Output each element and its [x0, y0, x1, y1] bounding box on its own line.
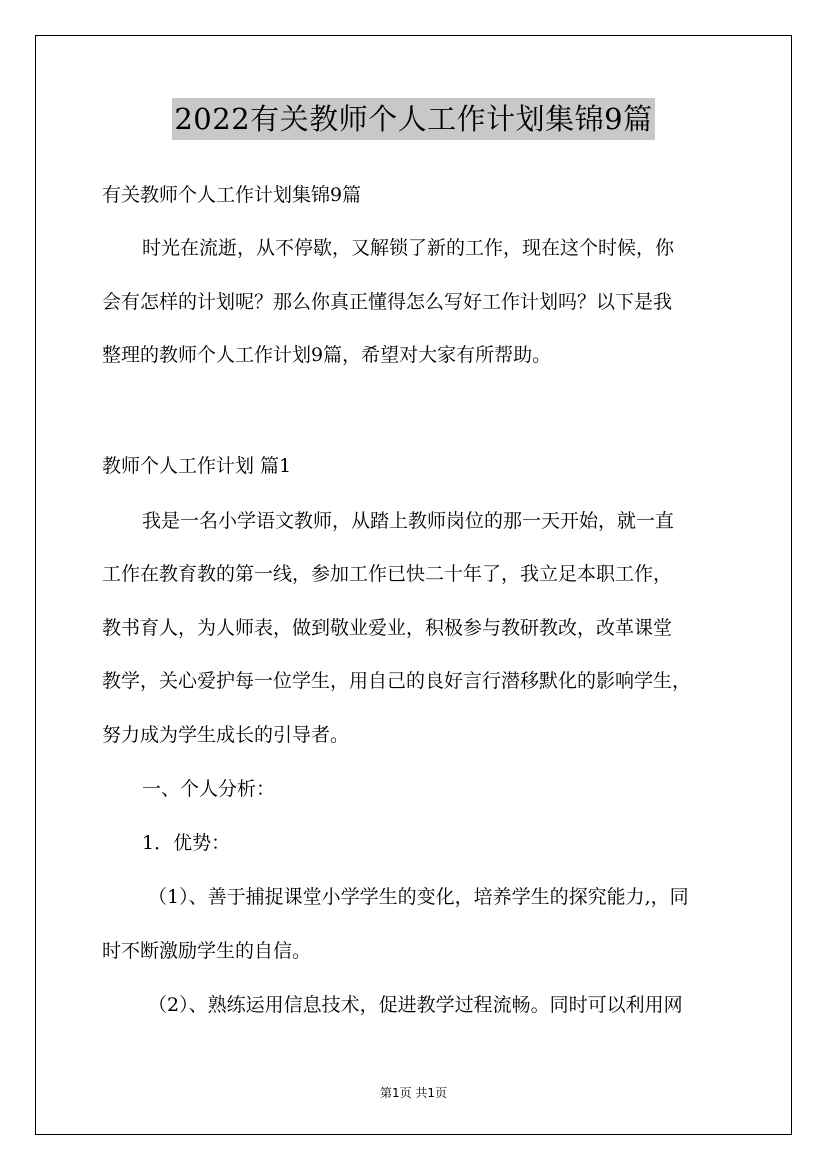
paragraph-line: 整理的教师个人工作计划9篇，希望对大家有所帮助。: [102, 344, 552, 366]
page-footer: 第1页 共1页: [379, 1086, 448, 1100]
document-title: 2022有关教师个人工作计划集锦9篇: [172, 98, 654, 140]
subheading-analysis: 一、个人分析：: [142, 778, 276, 800]
section-heading: 教师个人工作计划 篇1: [102, 455, 292, 477]
list-item-line: （2）、熟练运用信息技术，促进教学过程流畅。同时可以利用网: [148, 994, 683, 1016]
subheading-strengths: 1．优势：: [142, 832, 231, 854]
paragraph-line: 我是一名小学语文教师，从踏上教师岗位的那一天开始，就一直: [142, 510, 675, 532]
list-item-line: 时不断激励学生的自信。: [102, 940, 312, 962]
paragraph-line: 会有怎样的计划呢？那么你真正懂得怎么写好工作计划吗？以下是我: [102, 291, 673, 313]
paragraph-line: 努力成为学生成长的引导者。: [102, 724, 350, 746]
paragraph-line: 时光在流逝，从不停歇，又解锁了新的工作，现在这个时候，你: [142, 237, 675, 259]
paragraph-line: 教书育人，为人师表，做到敬业爱业，积极参与教研教改，改革课堂: [102, 617, 673, 639]
list-item-line: （1）、善于捕捉课堂小学学生的变化，培养学生的探究能力,，同: [148, 886, 689, 908]
subtitle-line: 有关教师个人工作计划集锦9篇: [102, 184, 362, 206]
title-container: [0, 98, 827, 140]
paragraph-line: 工作在教育教的第一线，参加工作已快二十年了，我立足本职工作，: [102, 563, 673, 585]
paragraph-line: 教学，关心爱护每一位学生，用自己的良好言行潜移默化的影响学生，: [102, 670, 692, 692]
